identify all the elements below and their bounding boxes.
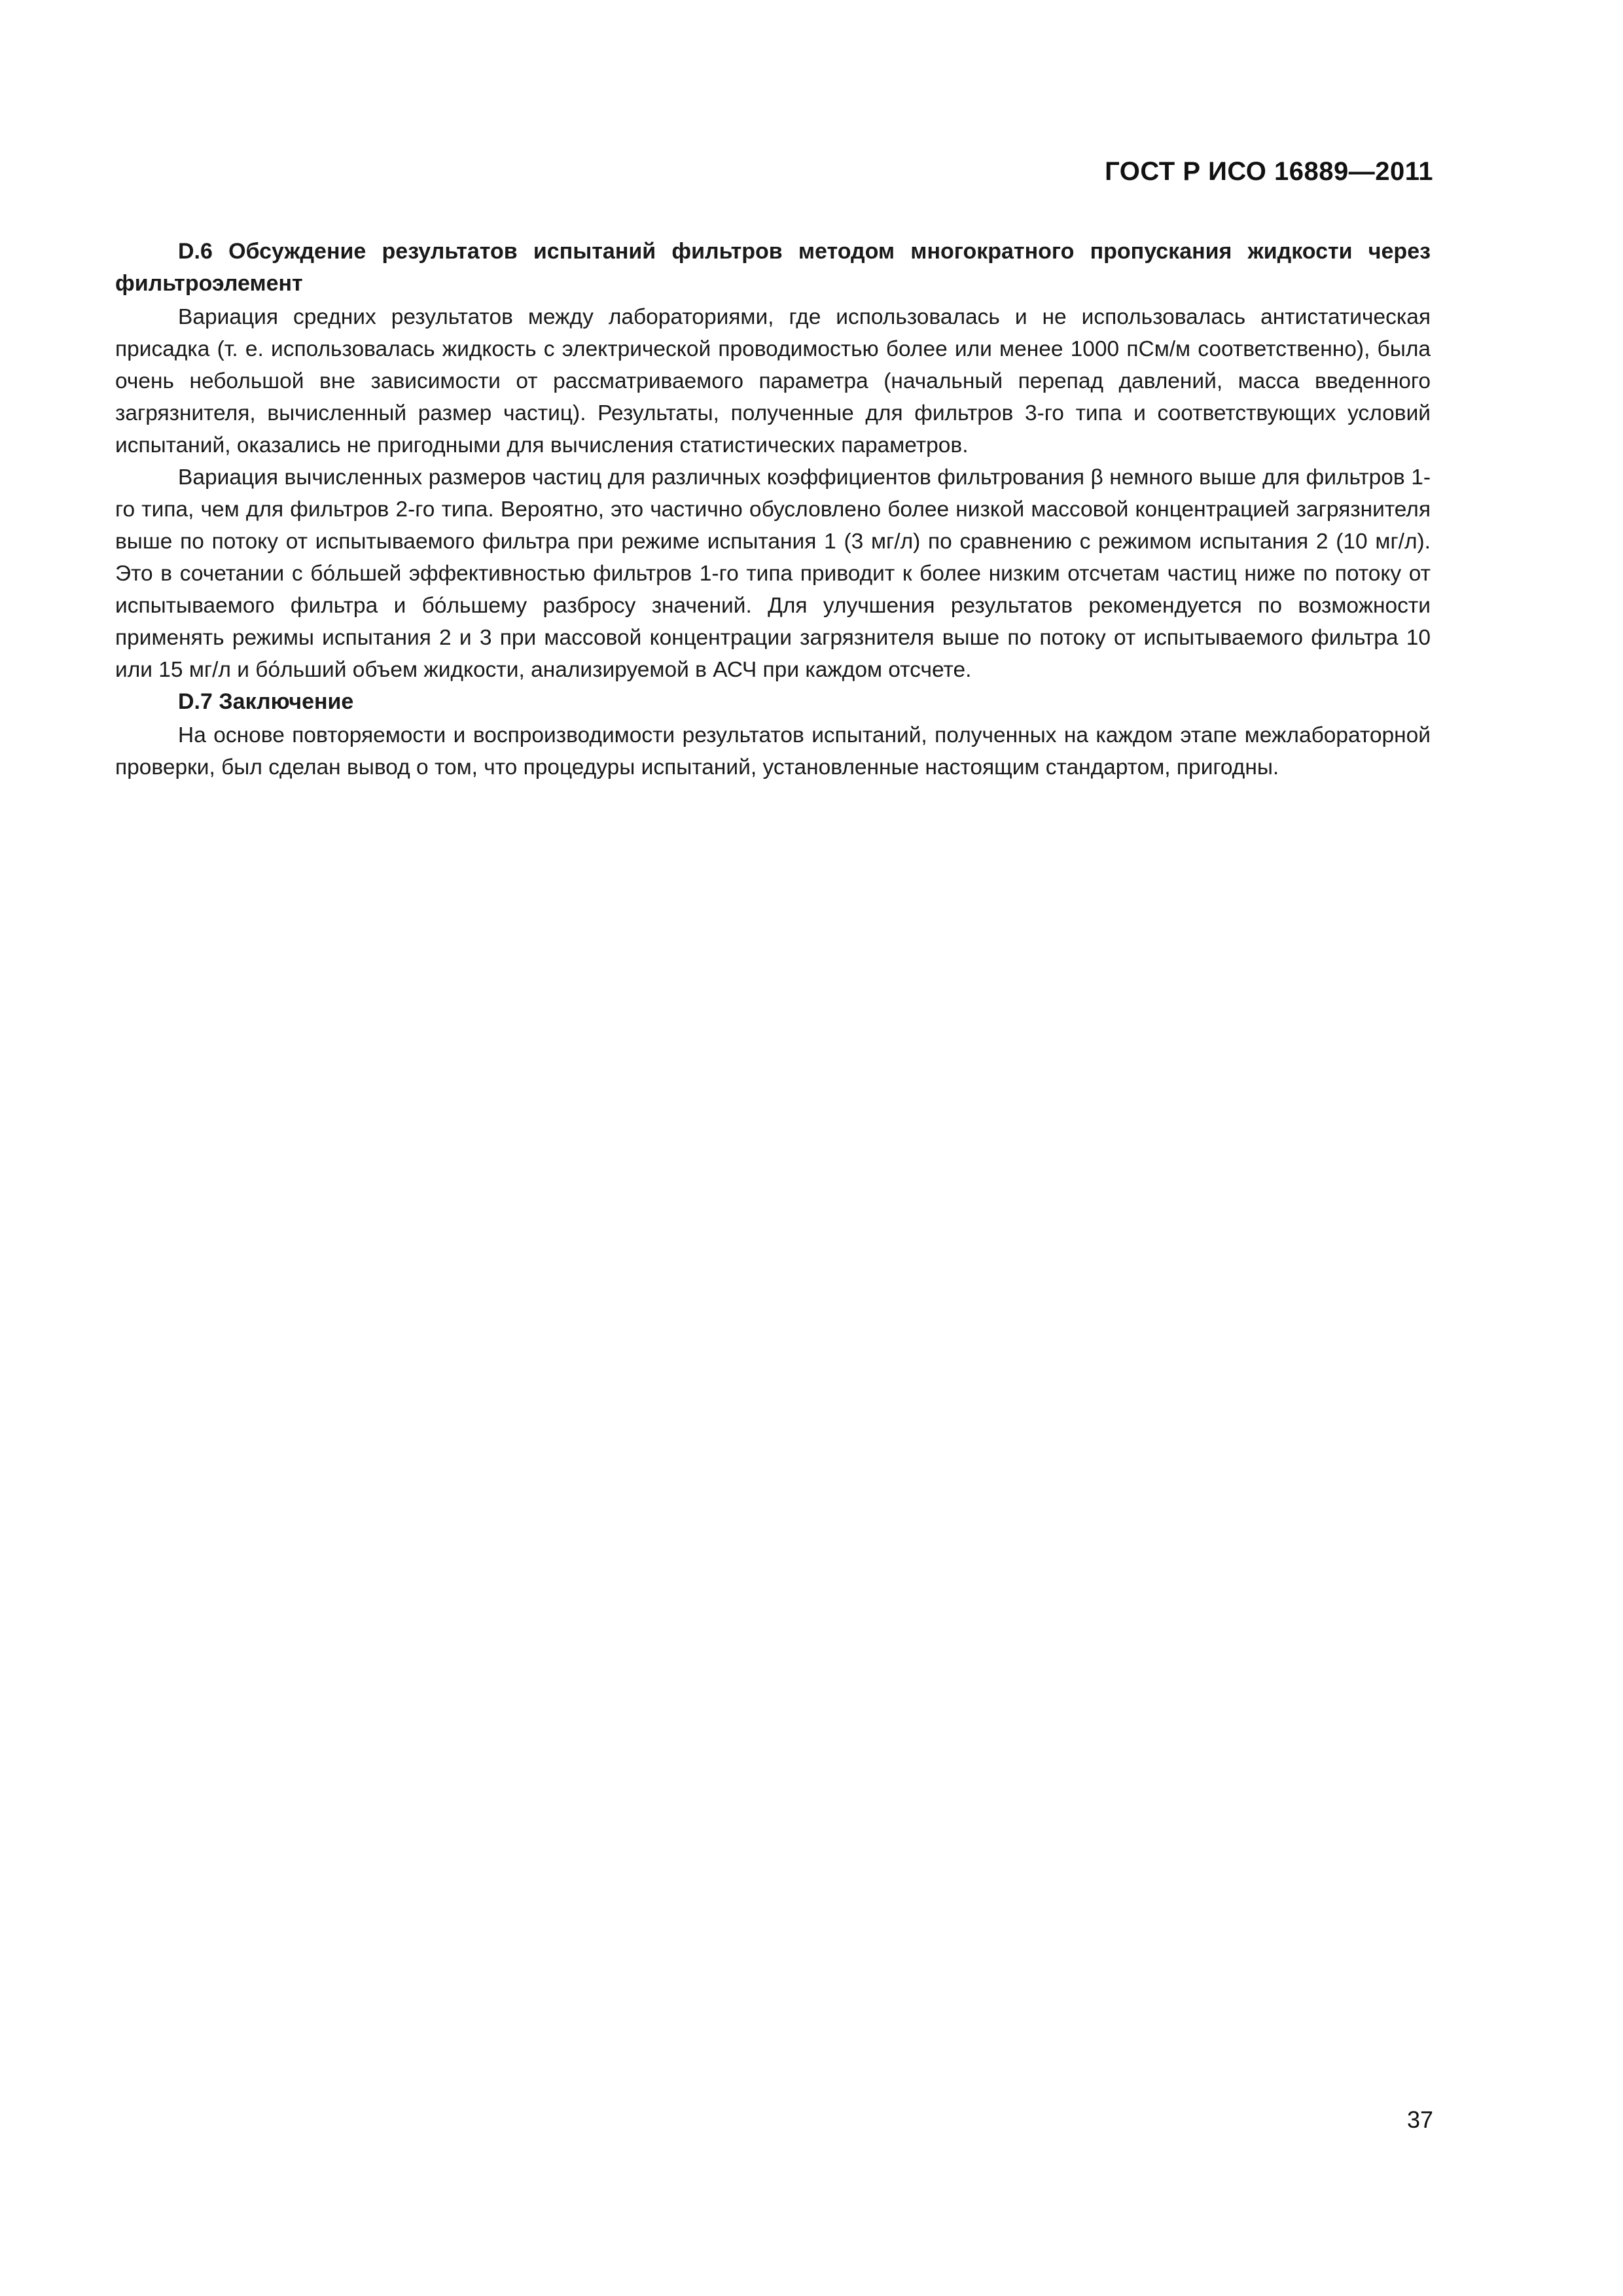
- document-body: [115, 236, 1431, 783]
- section-heading-d7: D.7 Заключение: [178, 689, 354, 714]
- section-heading-d6: D.6 Обсуждение результатов испытаний фильтров методом многократного пропускания жидкости через фильтроэлемент: [115, 239, 1431, 296]
- standard-code-header: ГОСТ Р ИСО 16889—2011: [1105, 157, 1433, 186]
- paragraph: На основе повторяемости и воспроизводимости результатов испытаний, полученных на каждом этапе межлабораторной проверки, был сделан вывод о том, что процедуры испытаний, установленные настоящим стандартом, пригодны.: [115, 723, 1431, 780]
- paragraph: Вариация средних результатов между лабораториями, где использовалась и не использовалась антистатическая присадка (т. е. использовалась жидкость с электрической проводимостью более или менее 1000 пСм/м соответственно), была очень небольшой вне зависимости от рассматриваемого параметра (начальный перепад давлений, масса введенного загрязнителя, вычисленный размер частиц). Результаты, полученные для фильтров 3-го типа и соответствующих условий испытаний, оказались не пригодными для вычисления статистических параметров.: [115, 305, 1431, 457]
- paragraph: Вариация вычисленных размеров частиц для различных коэффициентов фильтрования β немного выше для фильтров 1-го типа, чем для фильтров 2-го типа. Вероятно, это частично обусловлено более низкой массовой концентрацией загрязнителя выше по потоку от испытываемого фильтра при режиме испытания 1 (3 мг/л) по сравнению с режимом испытания 2 (10 мг/л). Это в сочетании с бо́льшей эффективностью фильтров 1-го типа приводит к более низким отсчетам частиц ниже по потоку от испытываемого фильтра и бо́льшему разбросу значений. Для улучшения результатов рекомендуется по возможности применять режимы испытания 2 и 3 при массовой концентрации загрязнителя выше по потоку от испытываемого фильтра 10 или 15 мг/л и бо́льший объем жидкости, анализируемой в АСЧ при каждом отсчете.: [115, 465, 1431, 682]
- page-number: 37: [1406, 2106, 1433, 2133]
